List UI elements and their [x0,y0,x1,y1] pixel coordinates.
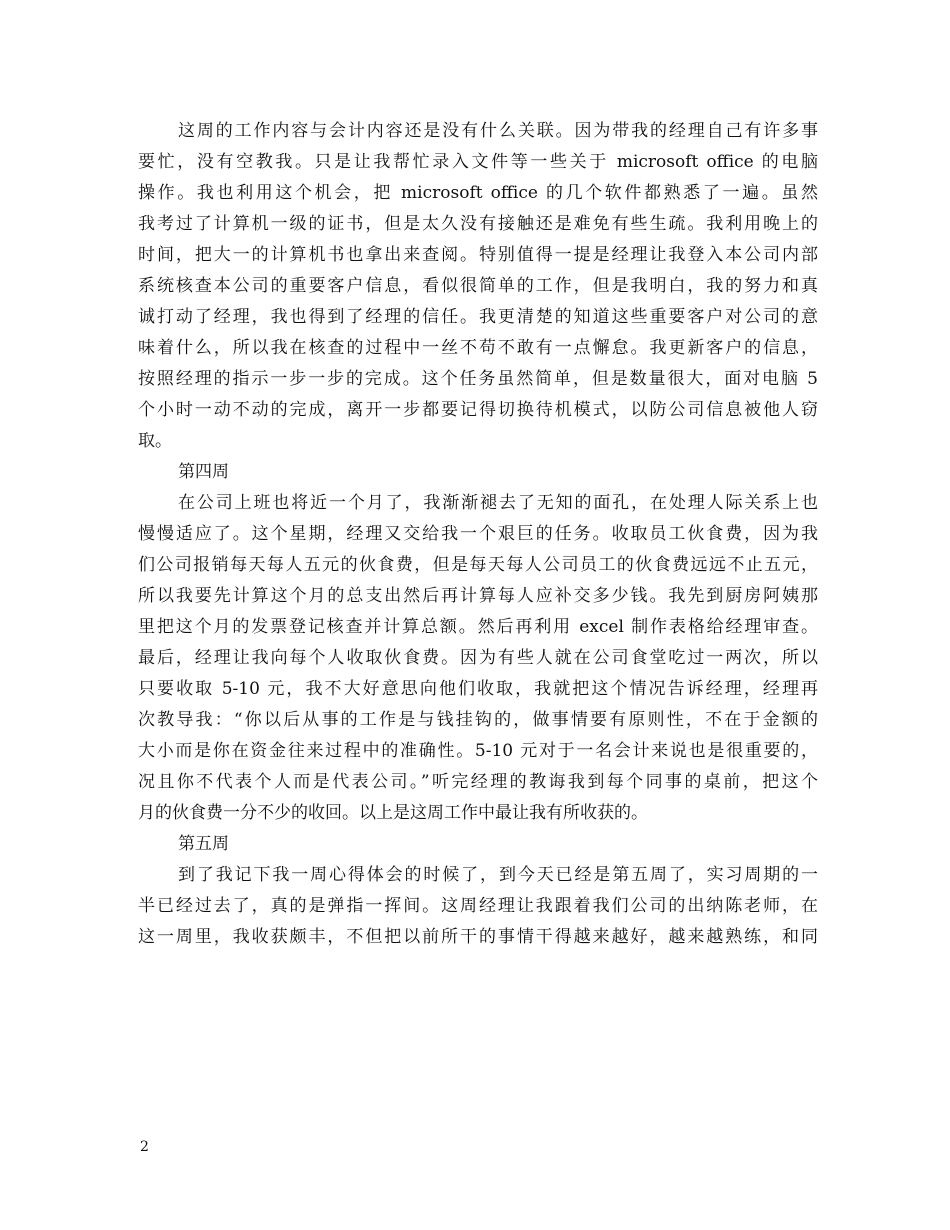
text-line: 况且你不代表个人而是代表公司。”听完经理的教诲我到每个同事的桌前，把这个 [138,772,818,792]
text-line: 我考过了计算机一级的证书，但是太久没有接触还是难免有些生疏。我利用晚上的 [138,214,818,234]
text-line: 在公司上班也将近一个月了，我渐渐褪去了无知的面孔，在处理人际关系上也 [178,493,818,513]
text-line: 半已经过去了，真的是弹指一挥间。这周经理让我跟着我们公司的出纳陈老师，在 [138,896,818,916]
heading-text: 第四周 [178,462,229,482]
text-line: 要忙，没有空教我。只是让我帮忙录入文件等一些关于 microsoft office 的电脑 [138,152,818,172]
text-line: 月的伙食费一分不少的收回。以上是这周工作中最让我有所收获的。 [138,803,648,823]
text-line: 最后，经理让我向每个人收取伙食费。因为有些人就在公司食堂吃过一两次，所以 [138,648,818,668]
text-line: 诚打动了经理，我也得到了经理的信任。我更清楚的知道这些重要客户对公司的意 [138,307,818,327]
body-text [138,116,818,953]
page-number: 2 [140,1139,149,1155]
text-line: 到了我记下我一周心得体会的时候了，到今天已经是第五周了，实习周期的一 [178,865,818,885]
text-line: 系统核查本公司的重要客户信息，看似很简单的工作，但是我明白，我的努力和真 [138,276,818,296]
text-line: 们公司报销每天每人五元的伙食费，但是每天每人公司员工的伙食费远远不止五元， [138,555,818,575]
text-line: 味着什么，所以我在核查的过程中一丝不苟不敢有一点懈怠。我更新客户的信息， [138,338,818,358]
text-line: 时间，把大一的计算机书也拿出来查阅。特别值得一提是经理让我登入本公司内部 [138,245,818,265]
text-line: 慢慢适应了。这个星期，经理又交给我一个艰巨的任务。收取员工伙食费，因为我 [138,524,818,544]
text-line: 个小时一动不动的完成，离开一步都要记得切换待机模式，以防公司信息被他人窃 [138,400,818,420]
text-line: 这一周里，我收获颇丰，不但把以前所干的事情干得越来越好，越来越熟练，和同 [138,927,818,947]
text-line: 这周的工作内容与会计内容还是没有什么关联。因为带我的经理自己有许多事 [178,121,818,141]
text-line: 操作。我也利用这个机会，把 microsoft office 的几个软件都熟悉了一遍。虽然 [138,183,818,203]
paragraph [138,116,818,457]
heading-text: 第五周 [178,834,229,854]
section-heading [138,829,818,860]
text-line: 取。 [138,431,172,451]
paragraph [138,860,818,953]
text-line: 里把这个月的发票登记核查并计算总额。然后再利用 excel 制作表格给经理审查。 [138,617,818,637]
text-line: 次教导我：“你以后从事的工作是与钱挂钩的，做事情要有原则性，不在于金额的 [138,710,818,730]
text-line: 只要收取 5-10 元，我不大好意思向他们收取，我就把这个情况告诉经理，经理再 [138,679,818,699]
section-heading [138,457,818,488]
text-line: 按照经理的指示一步一步的完成。这个任务虽然简单，但是数量很大，面对电脑 5 [138,369,818,389]
text-line: 所以我要先计算这个月的总支出然后再计算每人应补交多少钱。我先到厨房阿姨那 [138,586,818,606]
paragraph [138,488,818,829]
text-line: 大小而是你在资金往来过程中的准确性。5-10 元对于一名会计来说也是很重要的， [138,741,818,761]
